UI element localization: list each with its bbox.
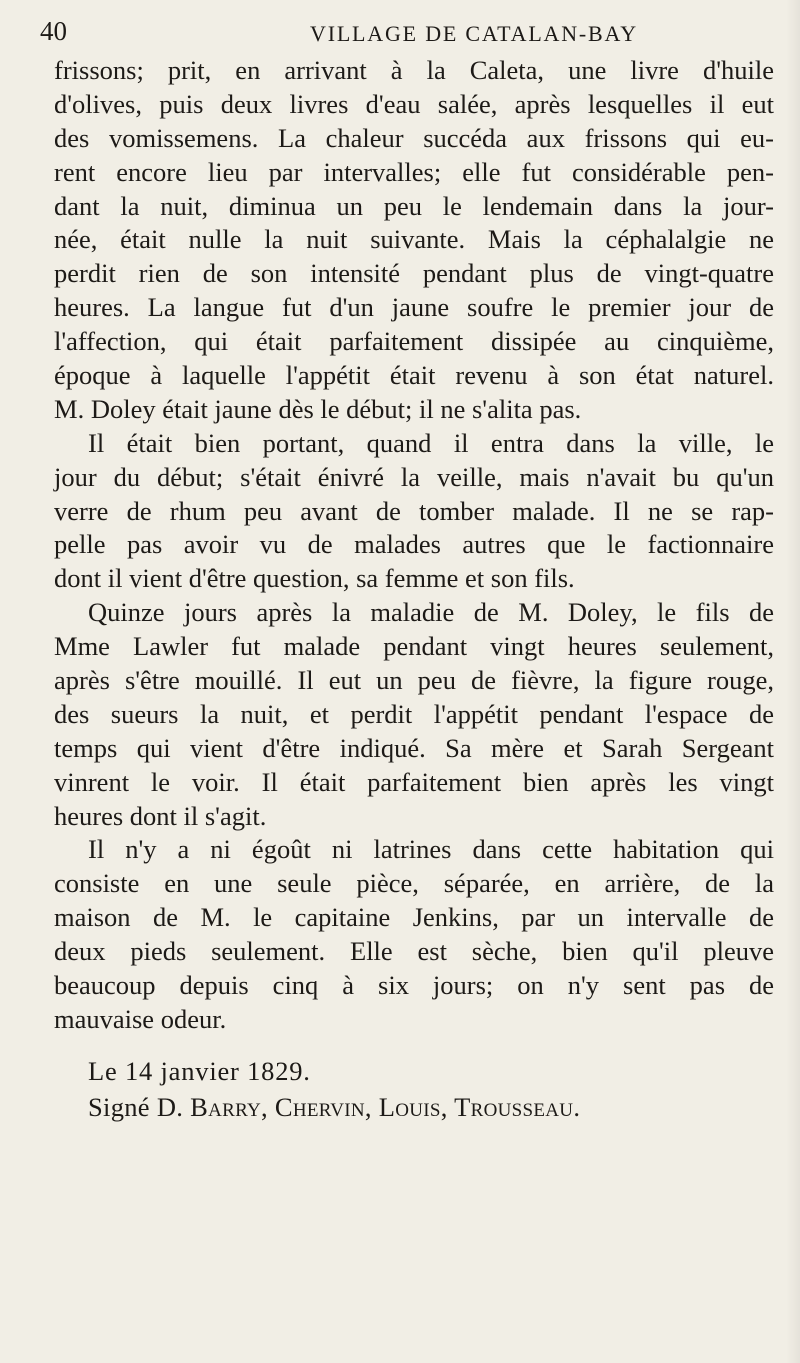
text-line: des vomissemens. La chaleur succéda aux frissons qui eu-: [54, 122, 774, 153]
page-edge-shadow: [786, 0, 800, 1363]
paragraph-3: [54, 596, 774, 833]
text-line: vinrent le voir. Il était parfaitement bien après les vingt: [54, 766, 774, 797]
paragraph-2: [54, 427, 774, 596]
text-line: verre de rhum peu avant de tomber malade. Il ne se rap-: [54, 495, 774, 526]
text-line: rent encore lieu par intervalles; elle fut considérable pen-: [54, 156, 774, 187]
text-line: deux pieds seulement. Elle est sèche, bien qu'il pleuve: [54, 936, 774, 967]
section-gap: [54, 1037, 774, 1055]
text-line: Il n'y a ni égoût ni latrines dans cette habitation qui: [88, 834, 774, 865]
text-line: née, était nulle la nuit suivante. Mais la céphalalgie ne: [54, 224, 774, 255]
text-line: Il était bien portant, quand il entra dans la ville, le: [88, 427, 774, 458]
text-line: jour du début; s'était énivré la veille, mais n'avait bu qu'un: [54, 461, 774, 492]
text-line: pelle pas avoir vu de malades autres que le factionnaire: [54, 529, 774, 560]
text-line: heures dont il s'agit.: [54, 800, 267, 831]
paragraph-4: [54, 833, 774, 1036]
running-title: VILLAGE DE CATALAN-BAY: [310, 21, 638, 46]
signatories: D. Barry, Chervin, Louis, Trousseau.: [156, 1091, 581, 1122]
text-line: après s'être mouillé. Il eut un peu de fièvre, la figure rouge,: [54, 665, 774, 696]
signed-label: Signé: [88, 1091, 150, 1122]
text-line: temps qui vient d'être indiqué. Sa mère et Sarah Sergeant: [54, 732, 774, 763]
text-line: l'affection, qui était parfaitement dissipée au cinquième,: [54, 326, 774, 357]
page-number: 40: [40, 16, 67, 46]
text-line: consiste en une seule pièce, séparée, en arrière, de la: [54, 868, 774, 899]
running-head: [40, 12, 720, 52]
text-line: maison de M. le capitaine Jenkins, par un intervalle de: [54, 902, 774, 933]
dateline: Le 14 janvier 1829.: [88, 1055, 311, 1086]
text-line: Quinze jours après la maladie de M. Doley, le fils de: [88, 597, 774, 628]
paragraph-1: [54, 54, 774, 427]
signature-line: [54, 1091, 774, 1127]
text-line: Mme Lawler fut malade pendant vingt heures seulement,: [54, 631, 774, 662]
text-line: époque à laquelle l'appétit était revenu à son état naturel.: [54, 360, 774, 391]
text-line: dont il vient d'être question, sa femme et son fils.: [54, 563, 575, 594]
text-line: d'olives, puis deux livres d'eau salée, après lesquelles il eut: [54, 88, 774, 119]
text-line: frissons; prit, en arrivant à la Caleta, une livre d'huile: [54, 55, 774, 85]
text-line: dant la nuit, diminua un peu le lendemain dans la jour-: [54, 190, 774, 221]
text-line: beaucoup depuis cinq à six jours; on n'y sent pas de: [54, 970, 774, 1001]
text-line: M. Doley était jaune dès le début; il ne s'alita pas.: [54, 393, 582, 424]
body-text: [54, 54, 774, 1127]
text-line: heures. La langue fut d'un jaune soufre le premier jour de: [54, 292, 774, 323]
text-line: des sueurs la nuit, et perdit l'appétit pendant l'espace de: [54, 698, 774, 729]
text-line: perdit rien de son intensité pendant plus de vingt-quatre: [54, 258, 774, 289]
text-line: mauvaise odeur.: [54, 1003, 227, 1034]
